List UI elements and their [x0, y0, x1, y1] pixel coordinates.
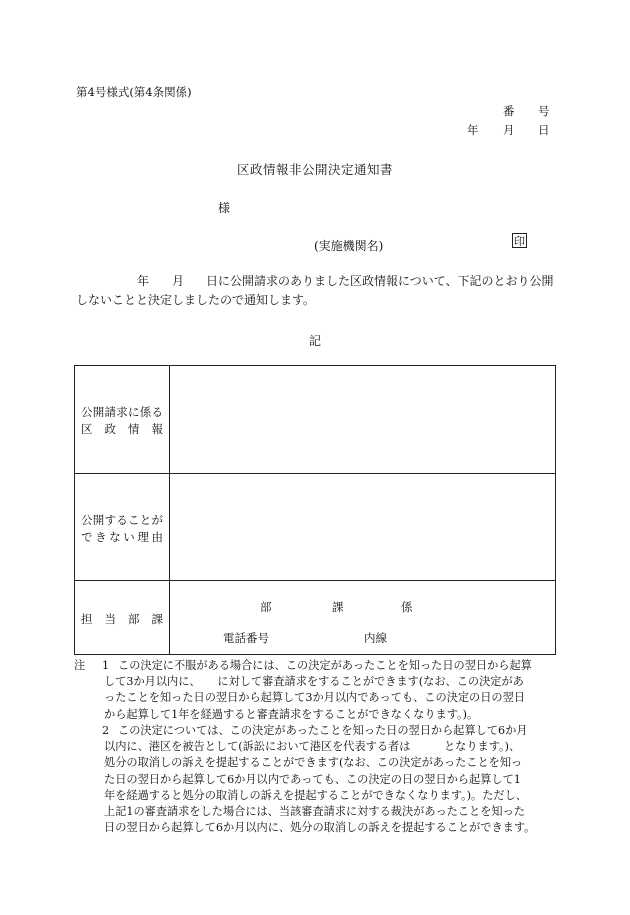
- label-department: 担当部課: [81, 612, 163, 626]
- body-month-label: 月: [172, 274, 185, 288]
- note1-text: この決定に不服がある場合には、この決定があったことを知った日の翌日から起算 して3か月以内に、 に対して審査請求をすることができます(なお、この決定があ ったことを知った日の翌日から起算して3か月以内であっても、この決定の日の翌日 から起算して1年を経過すると審査請求をすることができなくなります。)。: [104, 659, 532, 721]
- note2-text: この決定については、この決定があったことを知った日の翌日から起算して6か月 以内に、港区を被告として(訴訟において港区を代表する者は となります。)、 処分の取消しの訴えを提起することができます(なお、この決定があったことを知っ た日の翌日から起算して6か月以内であっても、この決定の日の翌日から起算して1 年を経過すると処分の取消しの訴えを提起することができなくなります。)。ただし、 上記1の審査請求をした場合には、当該審査請求に対する裁決があったことを知った 日の翌日から起算して6か月以内に、処分の取消しの訴えを提起することができます。: [104, 724, 536, 835]
- table-column-divider: [169, 366, 170, 654]
- notes-lead: 注: [74, 659, 86, 672]
- note2-number: 2: [102, 724, 110, 737]
- body-line2: しないことと決定しましたので通知します。: [76, 293, 316, 307]
- body-line1: 日に公開請求のありました区政情報について、下記のとおり公開: [206, 274, 554, 288]
- recipient-suffix: 様: [218, 201, 231, 215]
- date-day-label: 日: [538, 123, 550, 137]
- agency-name-label: (実施機関名): [314, 239, 384, 253]
- document-title: 区政情報非公開決定通知書: [236, 162, 393, 177]
- body-year-label: 年: [137, 274, 150, 288]
- label-reason: 公開することが できない理由: [81, 513, 163, 544]
- department-kakari: 係: [401, 600, 413, 614]
- number-label-gou: 号: [538, 104, 550, 118]
- date-month-label: 月: [503, 123, 515, 137]
- info-table: [74, 365, 556, 655]
- department-bu: 部: [260, 600, 272, 614]
- table-row-divider-1: [75, 473, 555, 474]
- number-label-ban: 番: [503, 104, 515, 118]
- ki-heading: 記: [308, 334, 321, 348]
- extension-label: 内線: [364, 631, 387, 645]
- phone-number-label: 電話番号: [223, 631, 269, 645]
- table-row-divider-2: [75, 580, 555, 581]
- form-number: 第4号様式(第4条関係): [76, 85, 192, 99]
- label-requested-info: 公開請求に係る 区政情報: [81, 405, 163, 436]
- department-ka: 課: [332, 600, 344, 614]
- note1-number: 1: [102, 659, 110, 672]
- date-year-label: 年: [467, 123, 479, 137]
- seal-mark: 印: [514, 235, 525, 248]
